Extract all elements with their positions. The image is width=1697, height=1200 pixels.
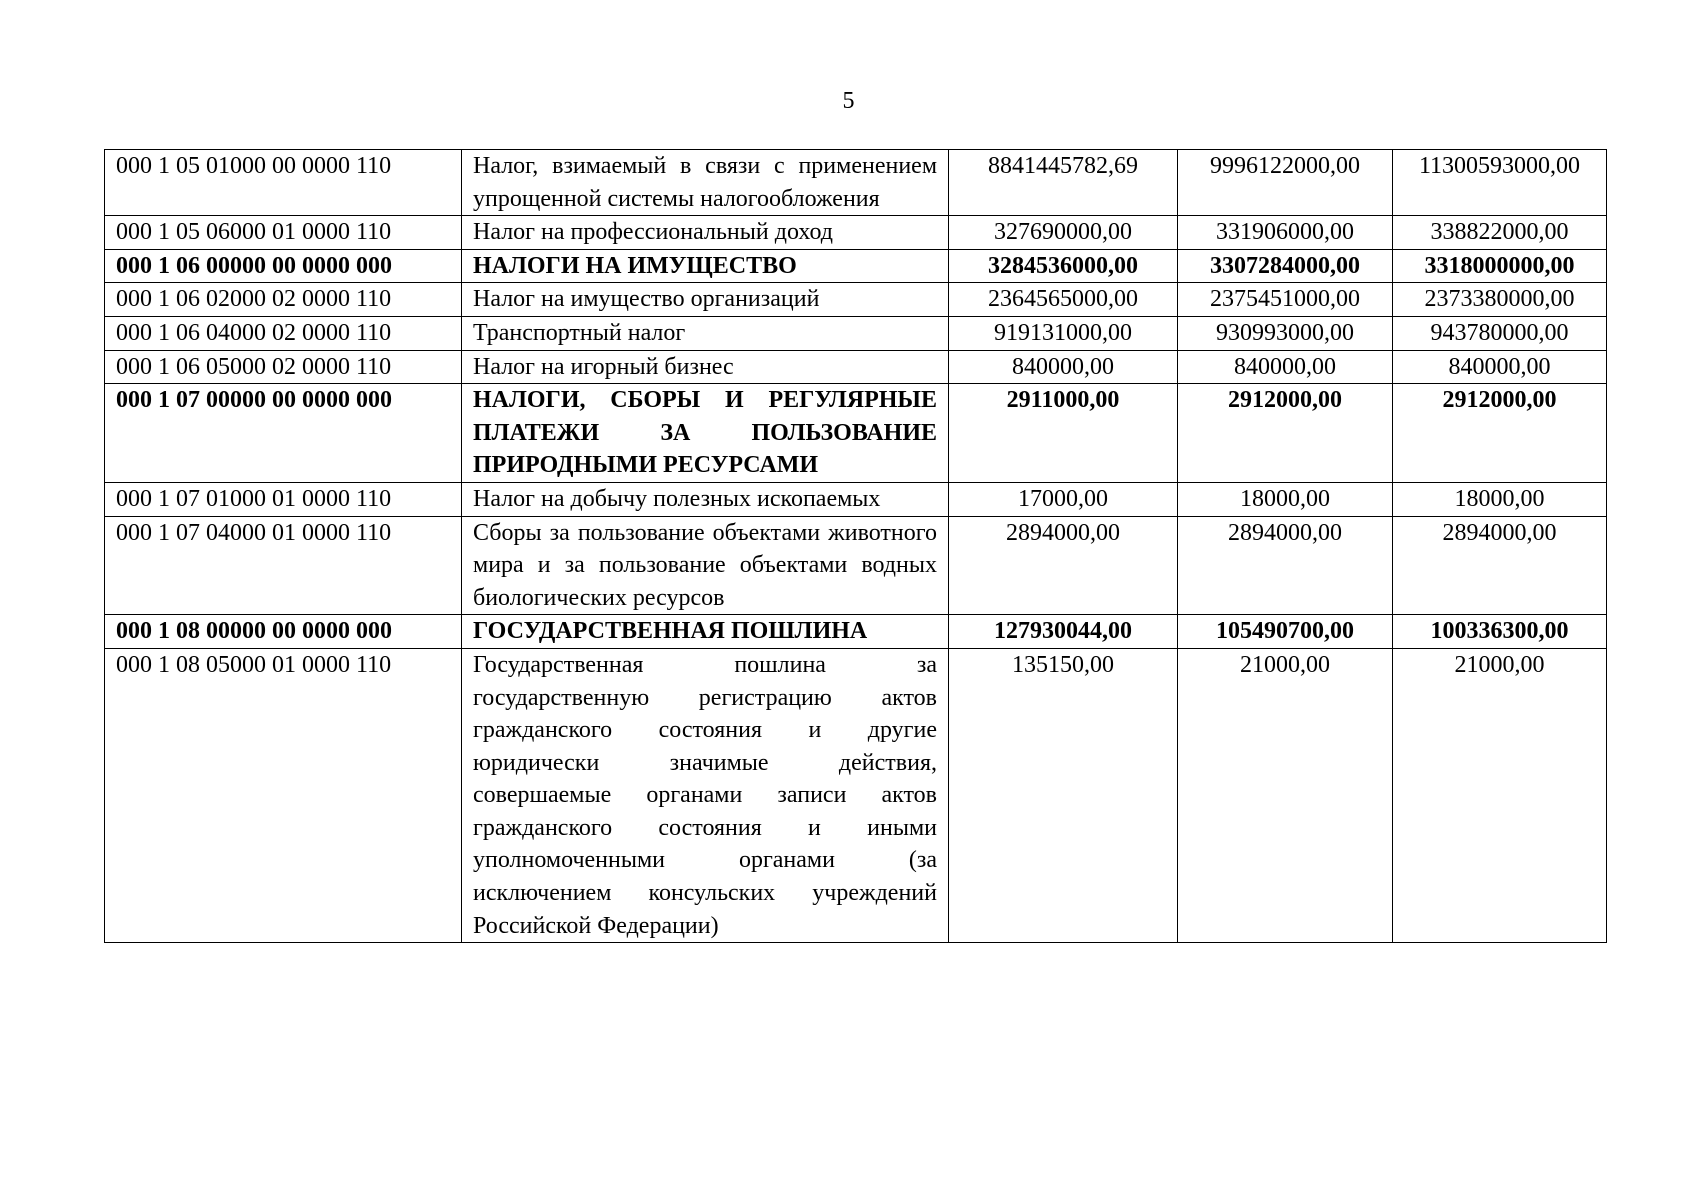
amount-year2-cell: 930993000,00 (1178, 316, 1393, 350)
amount-year2-cell: 2894000,00 (1178, 516, 1393, 615)
amount-year2-cell: 18000,00 (1178, 482, 1393, 516)
page-number: 5 (842, 88, 855, 114)
amount-year2-cell: 2375451000,00 (1178, 283, 1393, 317)
amount-year1-cell: 2364565000,00 (949, 283, 1178, 317)
table-row (105, 249, 1607, 283)
table-row (105, 482, 1607, 516)
amount-year3-cell: 11300593000,00 (1393, 150, 1607, 216)
revenue-name-cell: Налог на профессиональный доход (462, 216, 949, 250)
table-row (105, 216, 1607, 250)
budget-code-cell: 000 1 08 05000 01 0000 110 (105, 648, 462, 942)
amount-year3-cell: 338822000,00 (1393, 216, 1607, 250)
budget-code-cell: 000 1 07 01000 01 0000 110 (105, 482, 462, 516)
amount-year1-cell: 327690000,00 (949, 216, 1178, 250)
amount-year1-cell: 127930044,00 (949, 615, 1178, 649)
revenue-name-cell: НАЛОГИ, СБОРЫ И РЕГУЛЯРНЫЕ ПЛАТЕЖИ ЗА ПОЛЬЗОВАНИЕ ПРИРОДНЫМИ РЕСУРСАМИ (462, 384, 949, 483)
budget-code-cell: 000 1 06 02000 02 0000 110 (105, 283, 462, 317)
budget-code-cell: 000 1 07 04000 01 0000 110 (105, 516, 462, 615)
table-row (105, 516, 1607, 615)
amount-year2-cell: 21000,00 (1178, 648, 1393, 942)
amount-year3-cell: 840000,00 (1393, 350, 1607, 384)
budget-code-cell: 000 1 08 00000 00 0000 000 (105, 615, 462, 649)
budget-code-cell: 000 1 06 05000 02 0000 110 (105, 350, 462, 384)
amount-year3-cell: 100336300,00 (1393, 615, 1607, 649)
revenue-name-cell: Налог на игорный бизнес (462, 350, 949, 384)
budget-code-cell: 000 1 05 06000 01 0000 110 (105, 216, 462, 250)
amount-year1-cell: 3284536000,00 (949, 249, 1178, 283)
table-row (105, 316, 1607, 350)
revenue-name-cell: Транспортный налог (462, 316, 949, 350)
table-row (105, 150, 1607, 216)
budget-code-cell: 000 1 05 01000 00 0000 110 (105, 150, 462, 216)
revenue-table (104, 149, 1607, 943)
revenue-name-cell: Сборы за пользование объектами животного мира и за пользование объектами водных биологических ресурсов (462, 516, 949, 615)
revenue-name-cell: Налог на добычу полезных ископаемых (462, 482, 949, 516)
table-row (105, 350, 1607, 384)
amount-year1-cell: 2894000,00 (949, 516, 1178, 615)
amount-year3-cell: 21000,00 (1393, 648, 1607, 942)
amount-year2-cell: 105490700,00 (1178, 615, 1393, 649)
revenue-name-cell: Государственная пошлина за государственную регистрацию актов гражданского состояния и другие юридически значимые действия, совершаемые органами записи актов гражданского состояния и иными уполномоченными органами (за исключением консульских учреждений Российской Федерации) (462, 648, 949, 942)
amount-year1-cell: 17000,00 (949, 482, 1178, 516)
amount-year3-cell: 18000,00 (1393, 482, 1607, 516)
revenue-name-cell: НАЛОГИ НА ИМУЩЕСТВО (462, 249, 949, 283)
amount-year2-cell: 2912000,00 (1178, 384, 1393, 483)
revenue-name-cell: Налог, взимаемый в связи с применением упрощенной системы налогообложения (462, 150, 949, 216)
amount-year2-cell: 840000,00 (1178, 350, 1393, 384)
amount-year3-cell: 943780000,00 (1393, 316, 1607, 350)
revenue-name-cell: Налог на имущество организаций (462, 283, 949, 317)
amount-year1-cell: 8841445782,69 (949, 150, 1178, 216)
revenue-name-cell: ГОСУДАРСТВЕННАЯ ПОШЛИНА (462, 615, 949, 649)
amount-year2-cell: 3307284000,00 (1178, 249, 1393, 283)
amount-year1-cell: 840000,00 (949, 350, 1178, 384)
amount-year3-cell: 3318000000,00 (1393, 249, 1607, 283)
amount-year2-cell: 331906000,00 (1178, 216, 1393, 250)
amount-year3-cell: 2373380000,00 (1393, 283, 1607, 317)
budget-code-cell: 000 1 06 04000 02 0000 110 (105, 316, 462, 350)
amount-year1-cell: 919131000,00 (949, 316, 1178, 350)
budget-code-cell: 000 1 06 00000 00 0000 000 (105, 249, 462, 283)
table-row (105, 283, 1607, 317)
table-row (105, 615, 1607, 649)
budget-code-cell: 000 1 07 00000 00 0000 000 (105, 384, 462, 483)
table-row (105, 384, 1607, 483)
amount-year1-cell: 2911000,00 (949, 384, 1178, 483)
amount-year1-cell: 135150,00 (949, 648, 1178, 942)
amount-year3-cell: 2894000,00 (1393, 516, 1607, 615)
amount-year3-cell: 2912000,00 (1393, 384, 1607, 483)
table-row (105, 648, 1607, 942)
amount-year2-cell: 9996122000,00 (1178, 150, 1393, 216)
